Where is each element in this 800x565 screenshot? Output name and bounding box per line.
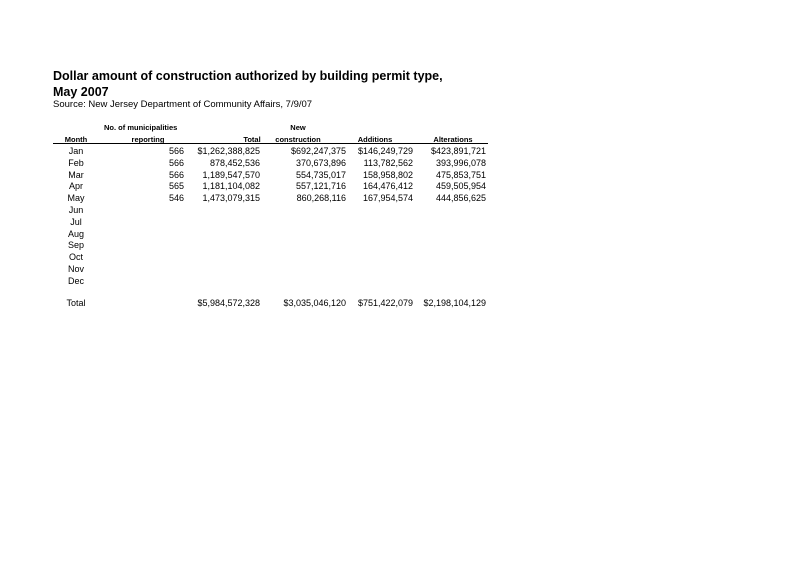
cell-month: Jan [68, 146, 84, 156]
cell-month: Feb [68, 157, 84, 168]
cell-month: May [67, 193, 85, 204]
cell-month: Dec [67, 275, 85, 286]
cell-month: Oct [68, 252, 84, 263]
totals-total: $5,984,572,328 [197, 298, 260, 308]
totals-new-construction: $3,035,046,120 [283, 298, 346, 308]
cell-total: $1,262,388,825 [197, 146, 260, 156]
totals-additions: $751,422,079 [357, 298, 413, 308]
cell-total: 878,452,536 [209, 157, 260, 168]
cell-month: Aug [67, 228, 85, 239]
cell-month: Sep [67, 240, 85, 251]
cell-total: 1,189,547,570 [202, 169, 260, 180]
cell-additions: 113,782,562 [363, 157, 413, 168]
totals-alterations: $2,198,104,129 [423, 298, 486, 308]
cell-alterations: 393,996,078 [435, 157, 486, 168]
cell-additions: $146,249,729 [357, 146, 413, 156]
cell-municipalities: 566 [168, 146, 184, 156]
cell-alterations: 444,856,625 [435, 193, 486, 204]
cell-month: Mar [68, 169, 84, 180]
header-new-construction-line1: New [290, 123, 306, 132]
report-title-line1: Dollar amount of construction authorized by building permit type, [53, 69, 443, 83]
report-source: Source: New Jersey Department of Community Affairs, 7/9/07 [53, 99, 313, 110]
header-new-construction-line2: construction [275, 135, 321, 144]
cell-total: 1,473,079,315 [202, 193, 260, 204]
cell-new-construction: 860,268,116 [296, 193, 346, 204]
cell-municipalities: 565 [168, 181, 184, 192]
header-alterations: Alterations [433, 135, 473, 144]
header-additions: Additions [357, 135, 393, 144]
cell-new-construction: 557,121,716 [295, 181, 346, 192]
cell-new-construction: $692,247,375 [290, 146, 346, 156]
cell-month: Apr [68, 181, 84, 192]
cell-alterations: 459,505,954 [435, 181, 486, 192]
cell-month: Nov [67, 264, 85, 274]
cell-additions: 164,476,412 [362, 181, 413, 192]
cell-total: 1,181,104,082 [202, 181, 260, 192]
cell-new-construction: 554,735,017 [295, 169, 346, 180]
header-municipalities-line2: reporting [131, 135, 165, 144]
cell-municipalities: 546 [168, 193, 184, 204]
cell-additions: 158,958,802 [362, 169, 413, 180]
cell-month: Jun [68, 205, 84, 215]
cell-additions: 167,954,574 [362, 193, 413, 204]
cell-alterations: $423,891,721 [430, 146, 486, 156]
header-total: Total [243, 135, 261, 144]
totals-label: Total [66, 298, 86, 308]
cell-municipalities: 566 [168, 157, 184, 168]
header-month: Month [64, 135, 88, 144]
cell-new-construction: 370,673,896 [295, 157, 346, 168]
header-municipalities-line1: No. of municipalities [104, 123, 178, 132]
header-underline [53, 143, 488, 144]
cell-alterations: 475,853,751 [435, 169, 486, 180]
cell-month: Jul [70, 216, 82, 227]
report-title-line2: May 2007 [53, 85, 109, 99]
cell-municipalities: 566 [168, 169, 184, 180]
